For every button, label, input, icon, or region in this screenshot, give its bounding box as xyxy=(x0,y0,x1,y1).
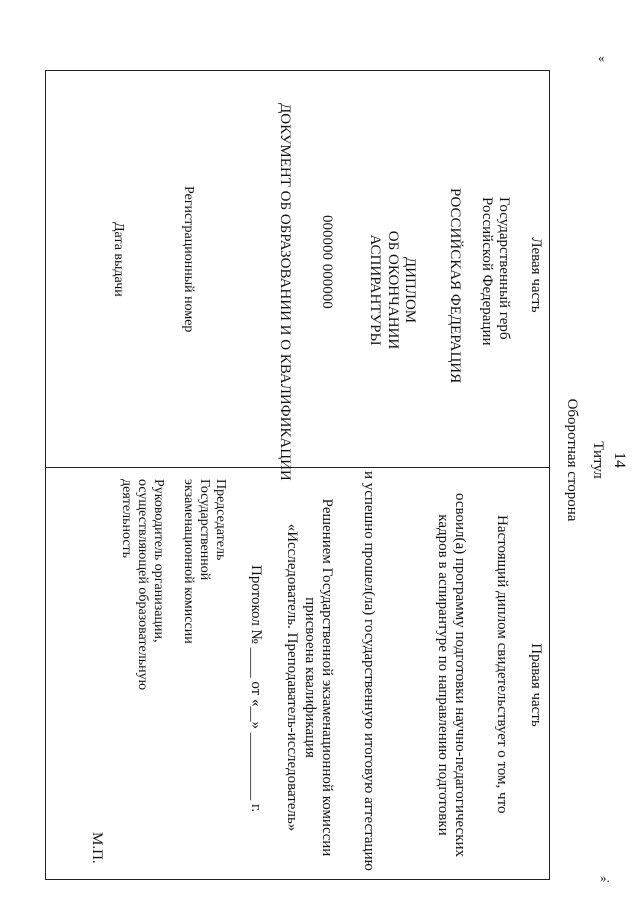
page-number: 14 xyxy=(611,452,628,468)
country-name: РОССИЙСКАЯ ФЕДЕРАЦИЯ xyxy=(447,188,463,384)
page-title: Титул xyxy=(590,441,606,479)
serial-number: 000000 000000 xyxy=(319,215,335,309)
organization-head-label: Руководитель организации, осуществляющей образовательную деятельность xyxy=(118,479,166,691)
qualification-decision-text: Решением Государственной экзаменационной комиссии присвоена квалификация «Исследователь. Преподаватель-исследователь» xyxy=(284,498,335,857)
issue-date-label: Дата выдачи xyxy=(111,222,126,297)
close-quote-mark: ». xyxy=(600,870,610,885)
diploma-title: ДИПЛОМ ОБ ОКОНЧАНИИ АСПИРАНТУРЫ xyxy=(367,230,418,350)
certifies-text: Настоящий диплом свидетельствует о том, что xyxy=(494,515,510,814)
coat-of-arms-label: Государственный герб Российской Федерации xyxy=(478,197,512,346)
protocol-line: Протокол № ____ от «__» _________ г. xyxy=(248,565,264,813)
mastered-program-text: освоил(а) программу подготовки научно-педагогических кадров в аспирантуре по направлению подготовки xyxy=(434,492,468,858)
document-type: ДОКУМЕНТ ОБ ОБРАЗОВАНИИ И О КВАЛИФИКАЦИИ xyxy=(277,103,293,481)
center-divider xyxy=(45,467,550,468)
page-subtitle: Оборотная сторона xyxy=(564,398,580,522)
commission-chairman-label: Председатель Государственной экзаменационной комиссии xyxy=(180,479,228,644)
stamp-place-label: М.П. xyxy=(89,832,105,864)
open-quote-mark: « xyxy=(598,50,605,65)
registration-number-label: Регистрационный номер xyxy=(181,186,196,333)
left-part-header: Левая часть xyxy=(528,237,544,313)
passed-attestation-text: и успешно прошел(ла) государственную итоговую аттестацию xyxy=(361,471,377,871)
right-part-header: Правая часть xyxy=(528,643,544,727)
